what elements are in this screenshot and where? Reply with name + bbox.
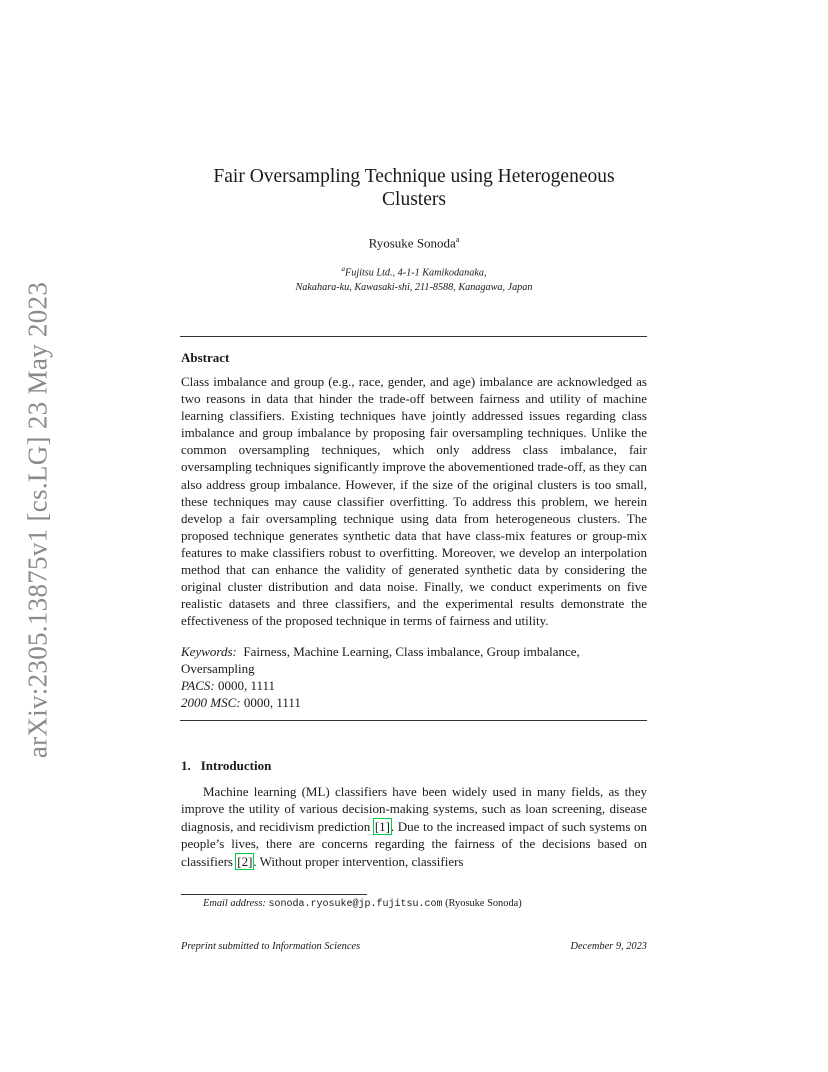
paper-title	[180, 165, 648, 211]
affiliation	[180, 262, 648, 295]
intro-paragraph	[181, 783, 647, 870]
footnote-email[interactable]: sonoda.ryosuke@jp.fujitsu.com	[268, 899, 443, 910]
intro-text-1: Machine learning (ML) classifiers have been widely used in many fields, as they improve the utility of various decision-making systems, such as loan screening, disease diagnosis, and recidivism prediction	[181, 784, 647, 834]
abstract-top-rule	[180, 336, 647, 337]
pacs-label: PACS:	[181, 678, 215, 694]
title-line-2: Clusters	[382, 189, 446, 210]
citation-link-1[interactable]: [1]	[374, 818, 391, 834]
footer-preprint: Preprint submitted to Information Sciences	[181, 941, 361, 952]
affiliation-line-1: Fujitsu Ltd., 4-1-1 Kamikodanaka,	[345, 267, 487, 279]
section-number: 1.	[181, 758, 191, 773]
keywords-label: Keywords:	[181, 644, 237, 659]
abstract-bottom-rule	[180, 720, 647, 721]
section-heading	[181, 758, 271, 774]
affiliation-mark: a	[341, 265, 345, 273]
author-name: Ryosuke Sonoda	[368, 235, 456, 251]
footnote	[203, 898, 522, 910]
arxiv-stamp-text: arXiv:2305.13875v1 [cs.LG] 23 May 2023	[22, 281, 53, 759]
footnote-rule	[181, 894, 367, 895]
footnote-name: (Ryosuke Sonoda)	[445, 898, 522, 909]
msc-label: 2000 MSC:	[181, 695, 241, 711]
footnote-label: Email address:	[203, 898, 266, 909]
msc-value: 0000, 1111	[243, 695, 301, 711]
affiliation-line-2: Nakahara-ku, Kawasaki-shi, 211-8588, Kanagawa, Japan	[295, 281, 533, 293]
pacs-value: 0000, 1111	[217, 678, 276, 694]
footer-date: December 9, 2023	[570, 941, 647, 952]
author-mark: a	[455, 235, 460, 244]
intro-text-2: . Due to the increased impact of such systems on people’s lives, there are concerns regarding the fairness of the decisions based on classifiers	[181, 818, 647, 869]
author	[180, 235, 648, 251]
intro-text-3: . Without proper intervention, classifiers	[253, 853, 464, 869]
keywords-text: Fairness, Machine Learning, Class imbalance, Group imbalance, Oversampling	[181, 644, 580, 677]
keywords-block	[181, 643, 647, 711]
section-title: Introduction	[200, 758, 272, 773]
arxiv-side-stamp	[16, 282, 60, 758]
abstract-text: Class imbalance and group (e.g., race, gender, and age) imbalance are acknowledged as two reasons in data that hinder the trade-off between fairness and utility of machine learning classifiers. Existing techniques have jointly addressed issues regarding class imbalance and group imbalance by proposing fair oversampling techniques. Unlike the common oversampling techniques, which only address class imbalance, fair oversampling techniques significantly improve the abovementioned trade-off, as they can also address group imbalance. However, if the size of the original clusters is too small, these techniques may cause classifier overfitting. To address this problem, we herein develop a fair oversampling technique using data from heterogeneous clusters. The proposed technique generates synthetic data that have class-mix features or group-mix features to make classifiers robust to overfitting. Moreover, we develop an interpolation method that can enhance the validity of generated synthetic data by considering the original cluster distribution and data noise. Finally, we conduct experiments on five realistic datasets and three classifiers, and the experimental results demonstrate the effectiveness of the proposed technique in terms of fairness and utility.	[181, 374, 647, 629]
citation-link-2[interactable]: [2]	[237, 853, 253, 869]
abstract-heading: Abstract	[181, 350, 230, 365]
title-line-1: Fair Oversampling Technique using Heterogeneous	[213, 166, 615, 187]
